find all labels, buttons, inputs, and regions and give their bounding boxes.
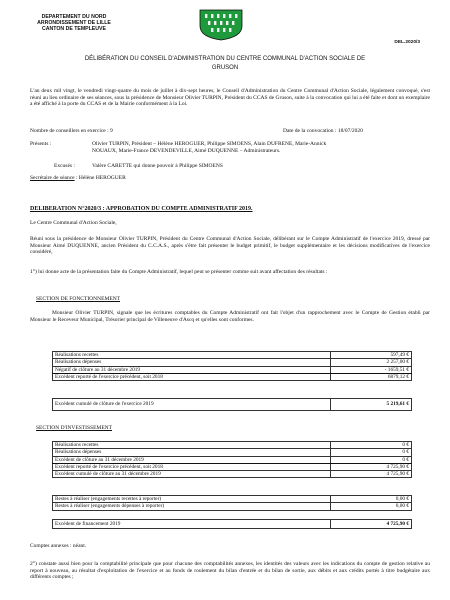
- row-label: Restes à réaliser (engagements recettes à reporter): [53, 496, 331, 503]
- table-row: [53, 471, 412, 478]
- table-row: [53, 449, 412, 456]
- investissement-table: [52, 441, 412, 478]
- row-value: 4 725,90 €: [331, 471, 412, 478]
- row-label: Restes à réaliser (engagements dépenses à reporter): [53, 503, 331, 510]
- row-value: 0 €: [331, 456, 412, 463]
- point-2-paragraph: 2°) constate aussi bien pour la comptabilité principale que pour chacune des comptabilités annexes, les identités des valeurs avec les indications du compte de gestion relative au report à nouveau, au résultat d'exploitation de l'exercice et au fonds de roulement du bilan d'entrée et du bilan de sortie, aux débits et aux crédits portés à titre budgétaire aux différents comptes ;: [30, 561, 430, 581]
- row-value: - 1659,51 €: [331, 366, 412, 373]
- row-value: 0 €: [331, 449, 412, 456]
- department-header: [22, 14, 126, 33]
- deliberation-reference: DEL.2020/3: [394, 40, 420, 45]
- row-label: Excédent cumulé de clôture de l'exercice 2019: [53, 399, 331, 411]
- table-row: [53, 463, 412, 470]
- table-row: [53, 352, 412, 359]
- table-row: [53, 442, 412, 449]
- section-investissement-heading: SECTION D'INVESTISSEMENT: [36, 425, 113, 431]
- members-count: Nombre de conseillers en exercice : 9: [30, 128, 113, 134]
- present-members: Olivier TURPIN, Président – Hélène HEROGUER, Philippe SIMOENS, Alain DUFRENE, Marie-Annick: [92, 141, 327, 147]
- fonctionnement-paragraph: Monsieur Olivier TURPIN, signale que les écritures comptables du Compte Administratif ont fait l'objet d'un rapprochement avec le Compte de Gestion établi par Monsieur le Receveur Municipal, Trésorier principal de Villeneuve d'Ascq et qu'elles sont conformes.: [30, 310, 430, 323]
- annexes-line: Comptes annexes : néant.: [30, 543, 87, 549]
- present-members: NOUAUX, Marie-France DEVENDEVILLE, Aimé DUQUENNE – Administrateurs.: [92, 148, 281, 154]
- council-line: Le Centre Communal d'Action Sociale,: [30, 220, 117, 226]
- row-label: Réalisations dépenses: [53, 359, 331, 366]
- row-label: Excédent de clôture au 31 décembre 2019: [53, 456, 331, 463]
- excused-label: Excusés :: [54, 163, 75, 169]
- row-value: 2 257,00 €: [331, 359, 412, 366]
- document-title: [40, 55, 410, 73]
- row-value: 0,00 €: [331, 496, 412, 503]
- intro-paragraph: L'an deux mil vingt, le vendredi vingt-quatre du mois de juillet à dix-sept heures, le Conseil d'Administration du Centre Communal d'Action Sociale, légalement convoqué, s'est réuni au lieu ordinaire de ses séances, sous la présidence de Monsieur Olivier TURPIN, Président du CCAS de Gruson, suite à la convocation qui lui a été faite et dont un exemplaire a été affiché à la porte du CCAS et de la Mairie conformément à la Loi.: [30, 88, 430, 108]
- table-row: [53, 503, 412, 510]
- row-label: Réalisations recettes: [53, 442, 331, 449]
- table-row: [53, 399, 412, 411]
- row-label: Réalisations recettes: [53, 352, 331, 359]
- row-label: Réalisations dépenses: [53, 449, 331, 456]
- deliberation-heading: DELIBERATION N°2020/3 : APPROBATION DU COMPTE ADMINISTRATIF 2019.: [30, 206, 253, 212]
- section-fonctionnement-heading: SECTION DE FONCTIONNEMENT: [36, 296, 121, 302]
- title-line: GRUSON: [211, 65, 239, 71]
- secretary-line: [30, 175, 126, 182]
- table-row: [53, 366, 412, 373]
- row-label: Excédent cumulé de clôture au 31 décembre 2019: [53, 471, 331, 478]
- financement-table: [52, 519, 412, 529]
- table-row: [53, 359, 412, 366]
- restes-table: [52, 495, 412, 511]
- fonctionnement-cumul-table: [52, 398, 412, 411]
- row-value: 4 725,90 €: [331, 463, 412, 470]
- row-value: 0,00 €: [331, 503, 412, 510]
- header-line: ARRONDISSEMENT DE LILLE: [37, 20, 111, 27]
- meeting-paragraph: Réuni sous la présidence de Monsieur Olivier TURPIN, Président du Centre Communal d'Action Sociale, délibérant sur le Compte Administratif de l'exercice 2019, dressé par Monsieur Aimé DUQUENNE, ancien Président du C.C.A.S., après s'être fait présenter le budget primitif, le budget supplémentaire et les décisions modificatives de l'exercice considéré,: [30, 236, 430, 256]
- row-value: 5 219,61 €: [331, 399, 412, 411]
- table-row: [53, 496, 412, 503]
- row-value: 0 €: [331, 442, 412, 449]
- row-label: Excédent de financement 2019: [53, 520, 331, 529]
- row-label: Négatif de clôture au 31 décembre 2019: [53, 366, 331, 373]
- present-label: Présents :: [30, 141, 52, 147]
- row-value: 6879,12 €: [331, 373, 412, 380]
- row-value: 4 725,90 €: [331, 520, 412, 529]
- table-row: [53, 520, 412, 529]
- row-value: 597,49 €: [331, 352, 412, 359]
- row-label: Excédent reporté de l'exercice précédent, soit 2018: [53, 373, 331, 380]
- title-line: DÉLIBÉRATION DU CONSEIL D'ADMINISTRATION DU CENTRE COMMUNAL D'ACTION SOCIALE DE: [84, 56, 366, 62]
- point-1-paragraph: 1°) lui donne acte de la présentation faite du Compte Administratif, lequel peut se présenter comme suit avant affectation des résultats :: [30, 269, 328, 275]
- secretary-label: Secrétaire de séance: [30, 175, 75, 181]
- header-line: CANTON DE TEMPLEUVE: [42, 26, 106, 33]
- table-row: [53, 456, 412, 463]
- secretary-name: : Hélène HEROGUER: [74, 175, 126, 181]
- header-line: DEPARTEMENT DU NORD: [41, 14, 107, 20]
- coat-of-arms-icon: [196, 8, 246, 41]
- fonctionnement-table: [52, 351, 412, 381]
- table-row: [53, 373, 412, 380]
- excused-members: Valère CARETTE qui donne pouvoir à Philippe SIMOENS: [92, 163, 223, 169]
- convocation-date: Date de la convocation : 18/07/2020: [283, 128, 363, 134]
- row-label: Excédent reporté de l'exercice précédent, soit 2018: [53, 463, 331, 470]
